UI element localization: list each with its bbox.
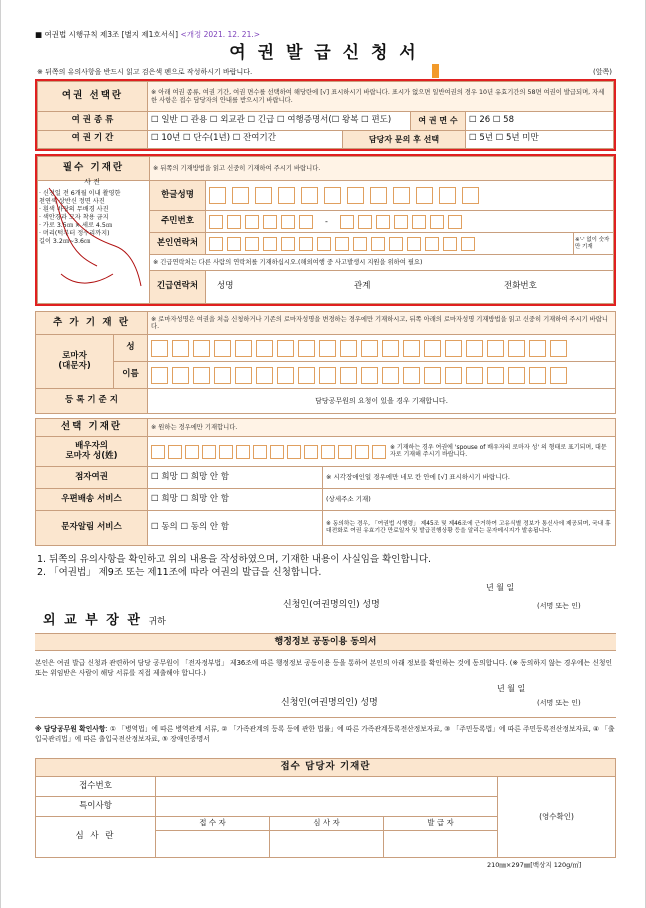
photo-scribble: [37, 176, 149, 304]
recipient-name: 외 교 부 장 관: [43, 613, 142, 628]
em-relation: 관계: [354, 281, 371, 292]
mail-label: 우편배송 서비스: [36, 489, 148, 511]
declaration-date[interactable]: 년 월 일: [486, 583, 515, 592]
section4-note: ※ 원하는 경우에만 기재합니다.: [148, 419, 616, 437]
passport-pages-options[interactable]: ☐ 26 ☐ 58: [466, 112, 614, 131]
spouse-field[interactable]: [148, 437, 616, 467]
passport-type-options[interactable]: ☐ 일반 ☐ 관용 ☐ 외교관 ☐ 긴급 ☐ 여행증명서(☐ 왕복 ☐ 편도): [148, 112, 411, 131]
phone-label: 본인연락처: [150, 233, 206, 255]
declaration-sign: (서명 또는 인): [537, 602, 581, 610]
receipt-title: 접수 담당자 기재란: [36, 759, 616, 777]
consent-date[interactable]: 년 월 일: [497, 684, 526, 693]
roman-label: 로마자 (대문자): [36, 335, 114, 389]
spouse-label: 배우자의 로마자 성(姓): [36, 437, 148, 467]
rrn-dash: -: [325, 216, 328, 226]
official-check-label: ※ 담당공무원 확인사항: [35, 725, 106, 733]
consent-sign: (서명 또는 인): [537, 699, 581, 707]
consent-text: 본인은 여권 발급 신청과 관련하여 담당 공무원이 「전자정부법」 제36조에 따른 행정정보 공동이용 등을 통하여 본인의 아래 정보를 확인하는 것에 동의합니다. (※ 동의하지 않는 경우에는 신청인 또는 위임받은 사람이 해당 서류를 직접 제출해야 합니다.): [35, 659, 613, 677]
emergency-field[interactable]: [206, 271, 614, 304]
receiver-label: 접 수 자: [156, 817, 270, 831]
section3-label: 추 가 기 재 란: [36, 312, 148, 335]
mail-address-field[interactable]: (상세주소 기재): [323, 489, 616, 511]
rrn-label: 주민번호: [150, 211, 206, 233]
divider: [35, 717, 616, 718]
given-name-label: 이름: [114, 362, 148, 389]
photo-line: · 색안경과 모자 착용 금지: [39, 214, 109, 222]
passport-type-label: 여 권 종 류: [38, 112, 148, 131]
special-notes-label: 특이사항: [36, 797, 156, 817]
sms-options[interactable]: ☐ 동의 ☐ 동의 안 함: [148, 511, 323, 546]
after-inquiry-options[interactable]: ☐ 5년 ☐ 5년 미만: [466, 130, 614, 149]
section1-note: ※ 아래 여권 종류, 여권 기간, 여권 면수를 선택하여 해당란에 [√] 표시하시기 바랍니다. 표시가 없으면 일반여권의 경우 10년 유효기간의 58면 여권이 발급되며, 자세한 사항은 접수 담당자의 안내를 받으시기 바랍니다.: [148, 82, 614, 112]
photo-line: · 머리(턱부터 정수리까지): [39, 230, 110, 238]
issuer-label: 발 급 자: [384, 817, 498, 831]
section2-note: ※ 뒤쪽의 기재방법을 읽고 신중히 기재하여 주시기 바랍니다.: [150, 157, 614, 181]
examiner-label: 심 사 자: [270, 817, 384, 831]
braille-options[interactable]: ☐ 희망 ☐ 희망 안 함: [148, 467, 323, 489]
surname-field[interactable]: [148, 335, 616, 362]
phone-note: ※'-' 없이 숫자만 기재: [574, 233, 614, 255]
section3-note: ※ 로마자성명은 여권을 처음 신청하거나 기존의 로마자성명을 변경하는 경우에만 기재하시고, 뒤쪽 아래의 로마자성명 기재방법을 읽고 신중히 기재하여 주시기 바랍니다.: [148, 312, 616, 335]
section4-label: 선택 기재란: [36, 419, 148, 437]
braille-note: ※ 시각장애인일 경우에만 네모 칸 안에 [√] 표시하시기 바랍니다.: [323, 467, 616, 489]
passport-pages-label: 여 권 면 수: [411, 112, 466, 131]
domicile-label: 등 록 기 준 지: [36, 389, 148, 414]
official-check: [35, 725, 616, 745]
sms-note: ※ 동의하는 경우, 「여권법 시행령」 제45조 및 제46조에 근거하여 고유식별 정보가 통신사에 제공되며, 국내 휴대전화로 여권 유효기간 만료일자 및 발급진행상황 등을 알리는 문자메시지가 발송됩니다.: [323, 511, 616, 546]
recipient: [43, 614, 166, 629]
form-title: 여 권 발 급 신 청 서: [229, 43, 419, 63]
after-inquiry-label: 담당자 문의 후 선택: [343, 130, 466, 149]
photo-title: 사 진: [84, 178, 100, 186]
em-phone: 전화번호: [504, 281, 537, 292]
recipient-honor: 귀하: [148, 617, 166, 627]
revision: <개정 2021. 12. 21.>: [180, 30, 261, 39]
korean-name-field[interactable]: [206, 181, 614, 211]
issuer-field[interactable]: [384, 831, 498, 858]
photo-line: 천연색 상반신 정면 사진: [39, 198, 105, 206]
domicile-field[interactable]: 담당공무원의 요청이 있을 경우 기재합니다.: [148, 389, 616, 414]
section2-label: 필수 기재란: [38, 157, 150, 181]
photo-line: · 흰색 바탕의 무배경 사진: [39, 206, 109, 214]
rrn-field[interactable]: [206, 211, 614, 233]
receipt-number-label: 접수번호: [36, 777, 156, 797]
declaration-applicant[interactable]: 신청인(여권명의인) 성명: [283, 600, 380, 610]
optional-section: [35, 418, 616, 546]
receiver-field[interactable]: [156, 831, 270, 858]
em-name: 성명: [217, 281, 234, 292]
passport-period-label: 여 권 기 간: [38, 130, 148, 149]
surname-label: 성: [114, 335, 148, 362]
passport-selection-section: [35, 79, 616, 151]
form-header: ■ 여권법 시행규칙 제3조 [별지 제1호서식] <개정 2021. 12. 21.>: [35, 30, 261, 39]
mail-options[interactable]: ☐ 희망 ☐ 희망 안 함: [148, 489, 323, 511]
sms-label: 문자알림 서비스: [36, 511, 148, 546]
photo-line: 길이 3.2㎝~3.6㎝: [39, 238, 91, 246]
photo-line: · 신청일 전 6개월 이내 촬영한: [39, 190, 121, 198]
declaration-line1: 1. 뒤쪽의 유의사항을 확인하고 위의 내용을 작성하였으며, 기재한 내용이 사실임을 확인합니다.: [37, 554, 432, 565]
passport-period-options[interactable]: ☐ 10년 ☐ 단수(1년) ☐ 잔여기간: [148, 130, 343, 149]
declaration: [37, 553, 431, 580]
spouse-note: ※ 기재하는 경우 여권에 'spouse of 배우자의 로마자 성' 의 형태로 표기되며, 대문자로 기재해 주시기 바랍니다.: [390, 443, 607, 458]
regulation: 여권법 시행규칙 제3조 [별지 제1호서식]: [44, 30, 179, 39]
paper-spec: 210㎜×297㎜[백상지 120g/㎡]: [487, 861, 582, 869]
text-cursor-marker: [432, 64, 439, 78]
emergency-label: 긴급연락처: [150, 271, 206, 304]
official-check-text: : ① 「병역법」에 따른 병역관계 서류, ② 「가족관계의 등록 등에 관한 법률」에 따른 가족관계등록전산정보자료, ③ 「주민등록법」에 따른 주민등록전산정보자료, ④ 「출입국관리법」에 따른 출입국전산정보자료, ⑤ 장애인증명서: [35, 725, 615, 743]
section1-label: 여권 선택란: [38, 82, 148, 112]
consent-title: 행정정보 공동이용 동의서: [35, 633, 616, 651]
form-subtitle: ※ 뒤쪽의 유의사항을 반드시 읽고 검은색 펜으로 작성하시기 바랍니다.: [37, 68, 253, 76]
korean-name-label: 한글성명: [150, 181, 206, 211]
consent-applicant[interactable]: 신청인(여권명의인) 성명: [281, 698, 378, 708]
phone-field[interactable]: [206, 233, 574, 255]
emergency-note: ※ 긴급연락처는 다른 사람의 연락처를 기재하십시오.(해외여행 중 사고발생시 지원을 위하여 필요): [150, 255, 614, 271]
declaration-line2: 2. 「여권법」 제9조 또는 제11조에 따라 여권의 발급을 신청합니다.: [37, 567, 322, 579]
special-notes-field[interactable]: [156, 797, 498, 817]
given-name-field[interactable]: [148, 362, 616, 389]
receipt-number-field[interactable]: [156, 777, 498, 797]
review-label: 심 사 란: [36, 817, 156, 858]
payment-confirm[interactable]: (영수확인): [498, 777, 616, 858]
examiner-field[interactable]: [270, 831, 384, 858]
additional-section: [35, 311, 616, 414]
braille-label: 점자여권: [36, 467, 148, 489]
photo-line: · 가로 3.5㎝ × 세로 4.5㎝: [39, 222, 112, 230]
page-side: (앞쪽): [593, 68, 612, 76]
receipt-section: [35, 758, 616, 858]
